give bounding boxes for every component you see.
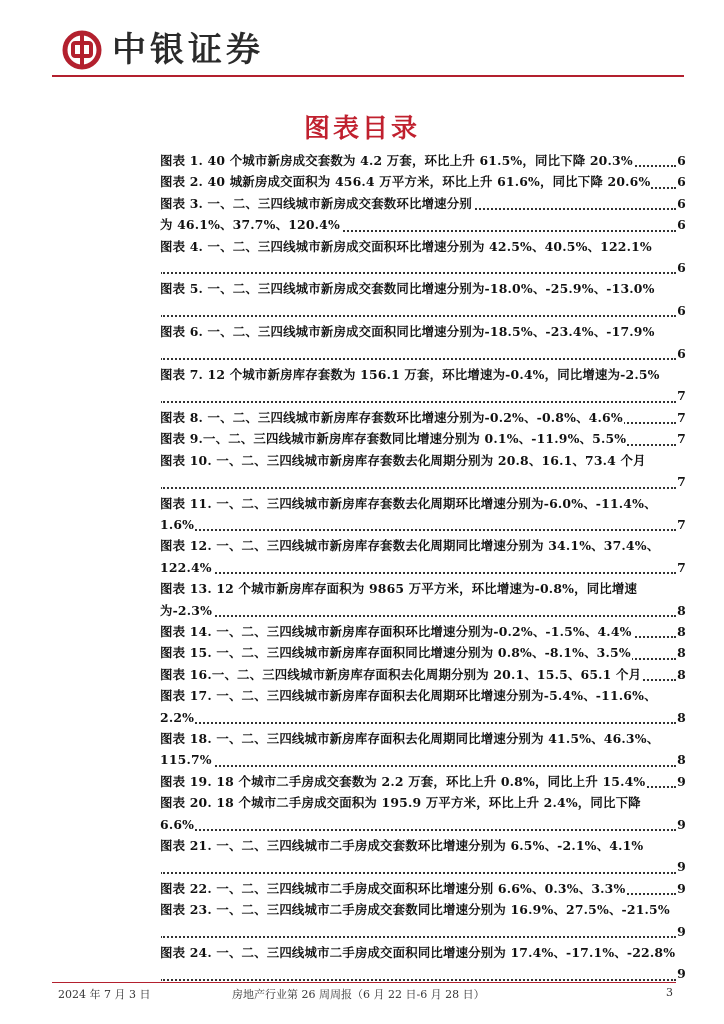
toc-page-number: 9 <box>676 963 686 984</box>
toc-entry-line[interactable] <box>160 364 686 385</box>
dot-leader <box>160 572 676 574</box>
toc-entry-text <box>160 859 161 874</box>
toc-page-number: 8 <box>676 707 686 728</box>
toc-entry-text: 图表 12. 一、二、三四线城市新房库存套数去化周期同比增速分别为 34.1%、37.4%、 <box>160 538 660 554</box>
toc-entry-line[interactable] <box>160 664 686 685</box>
toc-entry-line[interactable] <box>160 214 686 235</box>
dot-leader <box>160 358 676 360</box>
toc-entry-line[interactable] <box>160 193 686 214</box>
toc-entry-text: 图表 15. 一、二、三四线城市新房库存面积同比增速分别为 0.8%、-8.1%、3.5% <box>160 645 631 661</box>
toc-entry-text: 1.6% <box>160 516 195 532</box>
toc-entry-line[interactable] <box>160 578 686 599</box>
toc-page-number: 9 <box>676 921 686 942</box>
toc-page-number: 8 <box>676 749 686 770</box>
toc-entry-text: 6.6% <box>160 816 195 832</box>
toc-entry-text: 图表 21. 一、二、三四线城市二手房成交套数环比增速分别为 6.5%、-2.1%、4.1% <box>160 838 644 853</box>
toc-entry-line[interactable] <box>160 278 686 299</box>
toc-entry-line[interactable] <box>160 878 686 899</box>
toc-entry-text: 图表 20. 18 个城市二手房成交面积为 195.9 万平方米，环比上升 2.4%，同比下降 <box>160 795 641 811</box>
toc-page-number: 7 <box>676 407 686 428</box>
dot-leader <box>160 487 676 489</box>
toc-entry-text: 图表 16.一、二、三四线城市新房库存面积去化周期分别为 20.1、15.5、65.1 个月 <box>160 666 642 682</box>
toc-entry-line[interactable] <box>160 921 686 942</box>
toc-entry-text: 为-2.3% <box>160 602 213 618</box>
toc-entry-text: 图表 11. 一、二、三四线城市新房库存套数去化周期环比增速分别为-6.0%、-11.4%、 <box>160 495 657 511</box>
toc-entry-text: 图表 6. 一、二、三四线城市新房成交面积同比增速分别为-18.5%、-23.4%、-17.9% <box>160 324 655 340</box>
toc-entry-line[interactable] <box>160 471 686 492</box>
toc-entry-text <box>160 924 161 939</box>
toc-entry-text: 图表 13. 12 个城市新房库存面积为 9865 万平方米，环比增速为-0.8%，同比增速 <box>160 581 638 597</box>
toc-entry-text: 图表 14. 一、二、三四线城市新房库存面积环比增速分别为-0.2%、-1.5%、4.4% <box>160 623 632 639</box>
toc-entry-line[interactable] <box>160 835 686 856</box>
header-divider <box>52 75 684 77</box>
toc-entry-text <box>160 966 161 981</box>
brand-name: 中银证券 <box>112 30 264 70</box>
dot-leader <box>160 315 676 317</box>
toc-page-number: 9 <box>676 814 686 835</box>
toc-entry-line[interactable] <box>160 899 686 920</box>
toc-entry-line[interactable] <box>160 321 686 342</box>
footer-date: 2024 年 7 月 3 日 <box>58 988 151 1001</box>
toc-entry-line[interactable] <box>160 171 686 192</box>
toc-entry-text: 图表 1. 40 个城市新房成交套数为 4.2 万套，环比上升 61.5%，同比下降 20.3% <box>160 153 633 168</box>
page-header <box>0 0 724 82</box>
toc-entry-line[interactable] <box>160 535 686 556</box>
toc-entry-line[interactable] <box>160 685 686 706</box>
dot-leader <box>160 872 676 874</box>
toc-entry-line[interactable] <box>160 236 686 257</box>
toc-entry-text <box>160 474 161 489</box>
toc-entry-text: 图表 17. 一、二、三四线城市新房库存面积去化周期环比增速分别为-5.4%、-11.6%、 <box>160 688 657 704</box>
toc-page-number: 8 <box>676 600 686 621</box>
toc-entry-text: 图表 18. 一、二、三四线城市新房库存面积去化周期同比增速分别为 41.5%、46.3%、 <box>160 730 660 746</box>
toc-entry-text: 图表 7. 12 个城市新房库存套数为 156.1 万套，环比增速为-0.4%，同比增速为-2.5% <box>160 367 660 383</box>
toc-page-number: 9 <box>676 771 686 792</box>
toc-page-number: 6 <box>676 300 686 321</box>
toc-entry-text: 图表 8. 一、二、三四线城市新房库存套数环比增速分别为-0.2%、-0.8%、4.6% <box>160 409 623 425</box>
toc-page-number: 8 <box>676 664 686 685</box>
toc-page-number: 6 <box>676 257 686 278</box>
bank-of-china-logo-icon <box>62 30 102 70</box>
dot-leader <box>160 829 676 831</box>
toc-entry-line[interactable] <box>160 150 686 171</box>
toc-entry-text: 图表 2. 40 城新房成交面积为 456.4 万平方米，环比上升 61.6%，同比下降 20.6% <box>160 174 651 190</box>
toc-page-number: 9 <box>676 878 686 899</box>
dot-leader <box>160 765 676 767</box>
toc-entry-text: 图表 5. 一、二、三四线城市新房成交套数同比增速分别为-18.0%、-25.9%、-13.0% <box>160 281 655 297</box>
toc-entry-line[interactable] <box>160 642 686 663</box>
toc-page-number: 6 <box>676 193 686 214</box>
toc-entry-text: 为 46.1%、37.7%、120.4% <box>160 217 340 233</box>
toc-page-number: 7 <box>676 428 686 449</box>
toc-entry-line[interactable] <box>160 600 686 621</box>
toc-page-number: 6 <box>676 150 686 171</box>
toc-entry-text: 图表 24. 一、二、三四线城市二手房成交面积同比增速分别为 17.4%、-17.1%、-22.8% <box>160 945 676 961</box>
toc-entry-text: 图表 22. 一、二、三四线城市二手房成交面积环比增速分别 6.6%、0.3%、3.3% <box>160 880 626 896</box>
toc-entry-line[interactable] <box>160 728 686 749</box>
toc-title: 图表目录 <box>303 114 420 144</box>
footer-report-title: 房地产行业第 26 周周报（6 月 22 日-6 月 28 日） <box>232 988 485 1001</box>
dot-leader <box>160 615 676 617</box>
toc-entry-line[interactable] <box>160 856 686 877</box>
toc-entry-line[interactable] <box>160 407 686 428</box>
toc-page-number: 7 <box>676 471 686 492</box>
toc-page-number: 6 <box>676 343 686 364</box>
toc-entry-text: 图表 23. 一、二、三四线城市二手房成交套数同比增速分别为 16.9%、27.5%、-21.5% <box>160 902 670 918</box>
dot-leader <box>160 936 676 938</box>
toc-entry-line[interactable] <box>160 450 686 471</box>
toc-entry-line[interactable] <box>160 792 686 813</box>
toc-entry-line[interactable] <box>160 942 686 963</box>
toc-entry-text <box>160 388 161 403</box>
toc-entry-line[interactable] <box>160 257 686 278</box>
toc-entry-text <box>160 346 161 361</box>
toc-entry-text: 图表 3. 一、二、三四线城市新房成交套数环比增速分别 <box>160 195 472 211</box>
toc-entry-line[interactable] <box>160 428 686 449</box>
toc-entry-line[interactable] <box>160 749 686 770</box>
toc-entry-line[interactable] <box>160 771 686 792</box>
toc-entry-text: 图表 4. 一、二、三四线城市新房成交面积环比增速分别为 42.5%、40.5%、122.1% <box>160 238 652 254</box>
toc-entry-line[interactable] <box>160 493 686 514</box>
dot-leader <box>160 529 676 531</box>
toc-entry-text: 2.2% <box>160 709 195 725</box>
footer-divider <box>52 982 684 983</box>
toc-entry-line[interactable] <box>160 814 686 835</box>
toc-entry-text <box>160 303 161 318</box>
toc-entry-line[interactable] <box>160 300 686 321</box>
dot-leader <box>160 401 676 403</box>
toc-entry-line[interactable] <box>160 385 686 406</box>
toc-entry-line[interactable] <box>160 621 686 642</box>
toc-page-number: 6 <box>676 214 686 235</box>
dot-leader <box>160 979 676 981</box>
toc-entry-line[interactable] <box>160 514 686 535</box>
toc-entry-line[interactable] <box>160 707 686 728</box>
toc-entry-line[interactable] <box>160 343 686 364</box>
toc-entry-text: 122.4% <box>160 559 212 575</box>
toc-entry-text: 115.7% <box>160 752 212 768</box>
toc-page-number: 8 <box>676 642 686 663</box>
toc-page-number: 7 <box>676 385 686 406</box>
toc-entry-text: 图表 9.一、二、三四线城市新房库存套数同比增速分别为 0.1%、-11.9%、5.5% <box>160 431 627 447</box>
toc-entry-line[interactable] <box>160 557 686 578</box>
dot-leader <box>160 272 676 274</box>
toc-page-number: 9 <box>676 856 686 877</box>
toc-page-number: 7 <box>676 557 686 578</box>
toc-entry-text: 图表 19. 18 个城市二手房成交套数为 2.2 万套，环比上升 0.8%，同比上升 15.4% <box>160 773 646 789</box>
toc-entry-text <box>160 260 161 275</box>
page-number: 3 <box>666 986 673 999</box>
toc-page-number: 6 <box>676 171 686 192</box>
toc-page-number: 7 <box>676 514 686 535</box>
toc-page-number: 8 <box>676 621 686 642</box>
table-of-figures <box>160 150 686 985</box>
toc-entry-text: 图表 10. 一、二、三四线城市新房库存套数去化周期分别为 20.8、16.1、73.4 个月 <box>160 452 646 468</box>
dot-leader <box>160 722 676 724</box>
